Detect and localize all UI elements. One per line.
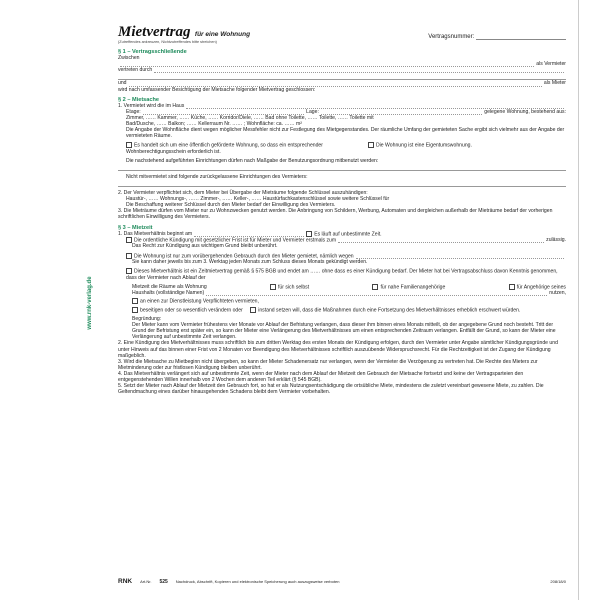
form-content bbox=[118, 24, 566, 395]
item4-verlaengerung: 4. Das Mietverhältnis verlängert sich auf unbestimmte Zeit, wenn der Mieter nach dem Ablauf der Mietzeit den Gebrauch der Mietsache fortsetzt und keine der Vertragsparteien den entgegenstehenden Willen innerhalb von 2 Wochen dem anderen Teil erklärt (§ 545 BGB). bbox=[118, 370, 524, 383]
facilities-text: Die nachstehend aufgeführten Einrichtungen dürfen nach Maßgabe der Benutzungsordnung mitbenutzt werden: bbox=[126, 157, 379, 164]
family-text: für nahe Familienangehörige bbox=[380, 283, 446, 290]
fixed-term-option[interactable] bbox=[118, 268, 566, 281]
page-edge bbox=[578, 0, 579, 600]
edition-code: 208/18/0 bbox=[550, 579, 566, 584]
condo-text: Die Wohnung ist eine Eigentumswohnung. bbox=[376, 142, 472, 149]
section2-heading: § 2 – Mietsache bbox=[118, 96, 160, 103]
own-use-text: für sich selbst bbox=[278, 283, 310, 290]
temporary-reason-line[interactable] bbox=[356, 253, 564, 259]
form-subtitle: für eine Wohnung bbox=[194, 31, 251, 38]
position-label: Lage: bbox=[306, 108, 319, 115]
conclusion-text: wird nach umfassender Besichtigung der Mietsache folgender Mietvertrag geschlossen: bbox=[118, 86, 316, 93]
service-option[interactable] bbox=[118, 298, 566, 304]
item2-kuendigung: 2. Eine Kündigung des Mietverhältnisses muss schriftlich bis zum dritten Werktag des ersten Monats der Kündigung erfolgen, durch den Vermieter unter Angabe sämtlicher Kündigungsgründe und unter Hinweis auf das binnen einer Frist von 2 Monaten vor Beendigung des Mietverhältnisses schriftlich auszuübende Widerspruchsrecht. Für die Rechtzeitigkeit ist der Zugang der Kündigung maßgeblich. bbox=[118, 340, 558, 359]
unlimited-text: Es läuft auf unbestimmte Zeit. bbox=[314, 230, 382, 237]
keys-line: Haustür-, …… Wohnungs-, …… Zimmer-, …… Keller-, …… Haustürfachkastenschlüssel sowie weitere Schlüssel für bbox=[126, 196, 390, 203]
public-housing-option[interactable] bbox=[126, 142, 355, 155]
household-names-field[interactable] bbox=[118, 290, 566, 296]
represented-line[interactable] bbox=[154, 67, 564, 73]
area-note: Die Angabe der Wohnfläche dient wegen möglicher Messfehler nicht zur Festlegung des Mietgegenstandes. Der räumliche Umfang der gemieteten Sache ergibt sich vielmehr aus der Angabe der vermieteten Räume. bbox=[126, 127, 565, 140]
copyright-text: Nachdruck, Abschrift, Kopieren und elektronische Speicherung auch auszugsweise verboten bbox=[175, 579, 340, 584]
page-footer bbox=[118, 578, 566, 585]
represented-field[interactable] bbox=[118, 67, 566, 73]
repair-checkbox[interactable] bbox=[250, 307, 256, 313]
ordinary-text: Die ordentliche Kündigung mit gesetzlicher Frist ist für Mieter und Vermieter erstmals zum bbox=[134, 237, 337, 244]
household-checkbox[interactable] bbox=[509, 284, 515, 290]
section1-heading: § 1 – Vertragsschließende bbox=[118, 49, 187, 56]
household-text: für Angehörige seines bbox=[516, 283, 566, 290]
represented-label: vertreten durch bbox=[118, 67, 153, 74]
art-label: Art.Nr. bbox=[140, 579, 152, 584]
household-names-line[interactable] bbox=[206, 290, 547, 296]
fixed-term-text: Dieses Mietverhältnis ist ein Zeitmietvertrag gemäß § 575 BGB und endet am …… ohne dass es einer Kündigung bedarf. Der Mieter hat bei Vertragsabschluss davon Kenntnis genommen, dass der Vermieter nach Ablauf der bbox=[126, 268, 558, 281]
tenant-line[interactable] bbox=[129, 80, 542, 86]
reason-label: Begründung: bbox=[132, 316, 162, 323]
contract-number-field[interactable] bbox=[428, 33, 566, 40]
right-unaffected-text: Das Recht zur Kündigung aus wichtigem Grund bleibt unberührt. bbox=[132, 243, 278, 250]
tenant-field[interactable] bbox=[118, 80, 566, 86]
fixed-term-checkbox[interactable] bbox=[126, 268, 132, 274]
tenant-info-text: Der Mieter kann vom Vermieter frühestens vier Monate vor Ablauf der Befristung verlangen, dass dieser ihm binnen eines Monats mitteilt, ob der angegebene Grund noch besteht. Tritt der Grund der Befristung erst später ein, so kann der Mieter eine Verlängerung des Mietverhältnisses um einen entsprechenden Zeitraum verlangen. Entfällt der Grund, so kann der Mieter eine Verlängerung auf unbestimmte Zeit verlangen. bbox=[132, 322, 556, 341]
keys-note: Die Beschaffung weiterer Schlüssel durch den Mieter bedarf der Einwilligung des Vermieters. bbox=[126, 202, 336, 209]
public-housing-text: Es handelt sich um eine öffentlich geförderte Wohnung, so dass ein entsprechender Wohnberechtigungsschein erforderlich ist. bbox=[126, 142, 323, 155]
floor-label: Etage: bbox=[126, 108, 141, 115]
item3-uebergabe: 3. Wird die Mietsache zu Mietbeginn nicht übergeben, so kann der Mieter Schadenersatz nur verlangen, wenn der Vermieter die Verzögerung zu vertreten hat. Die Rechte des Mieters zur Mietminderung oder zur fristlosen Kündigung bleiben unberührt. bbox=[118, 358, 538, 371]
remove-option[interactable] bbox=[118, 307, 566, 313]
item2-text: 2. Der Vermieter verpflichtet sich, dem Mieter bei Übergabe der Mieträume folgende Schlüssel auszuhändigen: bbox=[118, 190, 368, 197]
item3-text: 3. Die Mieträume dürfen vom Mieter nur zu Wohnzwecken genutzt werden. Die Anbringung von Schildern, Werbung, Automaten und dergleichen außerhalb der Mieträume bedarf der vorherigen schriftlichen Einwilligung des Vermieters. bbox=[118, 208, 553, 221]
section3-heading: § 3 – Mietzeit bbox=[118, 224, 153, 231]
remove-text: beseitigen oder so wesentlich verändern oder bbox=[140, 306, 243, 313]
instruction-note: (Zutreffendes ankreuzen, Nichtzutreffendes bitte streichen) bbox=[118, 40, 217, 44]
public-housing-checkbox[interactable] bbox=[126, 142, 132, 148]
usage-lead-text: Mietzeit die Räume als Wohnung bbox=[132, 283, 207, 290]
publisher-logo: RNK bbox=[118, 578, 133, 585]
condo-checkbox[interactable] bbox=[368, 142, 374, 148]
bath-line: Bad/Dusche, …… Balkon; …… Kellerraum Nr. …… ; Wohnfläche: ca. …… m² bbox=[126, 121, 302, 128]
located-label: gelegene Wohnung, bestehend aus: bbox=[484, 108, 566, 115]
temporary-checkbox[interactable] bbox=[126, 253, 132, 259]
not-rented-line[interactable] bbox=[118, 180, 566, 187]
housing-options bbox=[118, 142, 566, 155]
contract-number-label: Vertragsnummer: bbox=[428, 33, 475, 40]
facilities-line[interactable] bbox=[118, 164, 566, 171]
and-label: und bbox=[118, 80, 127, 87]
start-label: 1. Das Mietverhältnis beginnt am bbox=[118, 230, 193, 237]
blank-line[interactable] bbox=[118, 73, 566, 80]
service-checkbox[interactable] bbox=[132, 298, 138, 304]
family-checkbox[interactable] bbox=[372, 284, 378, 290]
remove-checkbox[interactable] bbox=[132, 307, 138, 313]
as-landlord-label: als Vermieter bbox=[536, 61, 566, 68]
publisher-url: www.rnk-verlag.de bbox=[87, 276, 93, 330]
form-title: Mietvertrag bbox=[118, 24, 191, 40]
repair-text: instand setzen will, dass die Maßnahmen durch eine Fortsetzung des Mietverhältnisses erheblich erschwert würden. bbox=[258, 306, 521, 313]
use-suffix-text: nutzen, bbox=[549, 290, 566, 297]
art-number: 525 bbox=[159, 578, 168, 585]
ordinary-date-line[interactable] bbox=[338, 237, 544, 243]
contract-number-line[interactable] bbox=[476, 33, 566, 40]
ordinary-checkbox[interactable] bbox=[126, 237, 132, 243]
temporary-text: Die Wohnung ist nur zum vorübergehenden Gebrauch durch den Mieter gemietet, nämlich wegen bbox=[134, 252, 354, 259]
item5-nutzung: 5. Setzt der Mieter nach Ablauf der Mietzeit den Gebrauch fort, so hat er als Nutzungsentschädigung die ortsübliche Miete, mindestens die zuletzt vereinbart gewesene Miete, zu zahlen. Die Geltendmachung eines darüber hinausgehenden Schadens bleibt dem Vermieter vorbehalten. bbox=[118, 383, 544, 396]
household-names-label: Haushalts (vollständige Namen) bbox=[132, 290, 205, 297]
own-use-checkbox[interactable] bbox=[270, 284, 276, 290]
item1-label: 1. Vermietet wird die im Haus bbox=[118, 102, 185, 109]
between-label: Zwischen bbox=[118, 55, 140, 62]
service-text: an einen zur Dienstleistung Verpflichteten vermieten, bbox=[140, 298, 259, 305]
as-tenant-label: als Mieter bbox=[543, 80, 566, 87]
allowed-text: zulässig. bbox=[546, 237, 566, 244]
not-rented-text: Nicht mitvermietet sind folgende zurückgelassene Einrichtungen des Vermieters: bbox=[126, 173, 308, 180]
unlimited-checkbox[interactable] bbox=[306, 231, 312, 237]
condo-option[interactable] bbox=[368, 142, 566, 155]
rooms-line: Zimmer, …… Kammer, …… Küche, …… Korridor/Diele, …… Bad ohne Toilette, …… Toilette, …… Toilette mit bbox=[126, 114, 374, 121]
temporary-note: Sie kann daher jeweils bis zum 3. Werktag jeden Monats zum Schluss dieses Monats gekündigt werden. bbox=[132, 259, 368, 265]
